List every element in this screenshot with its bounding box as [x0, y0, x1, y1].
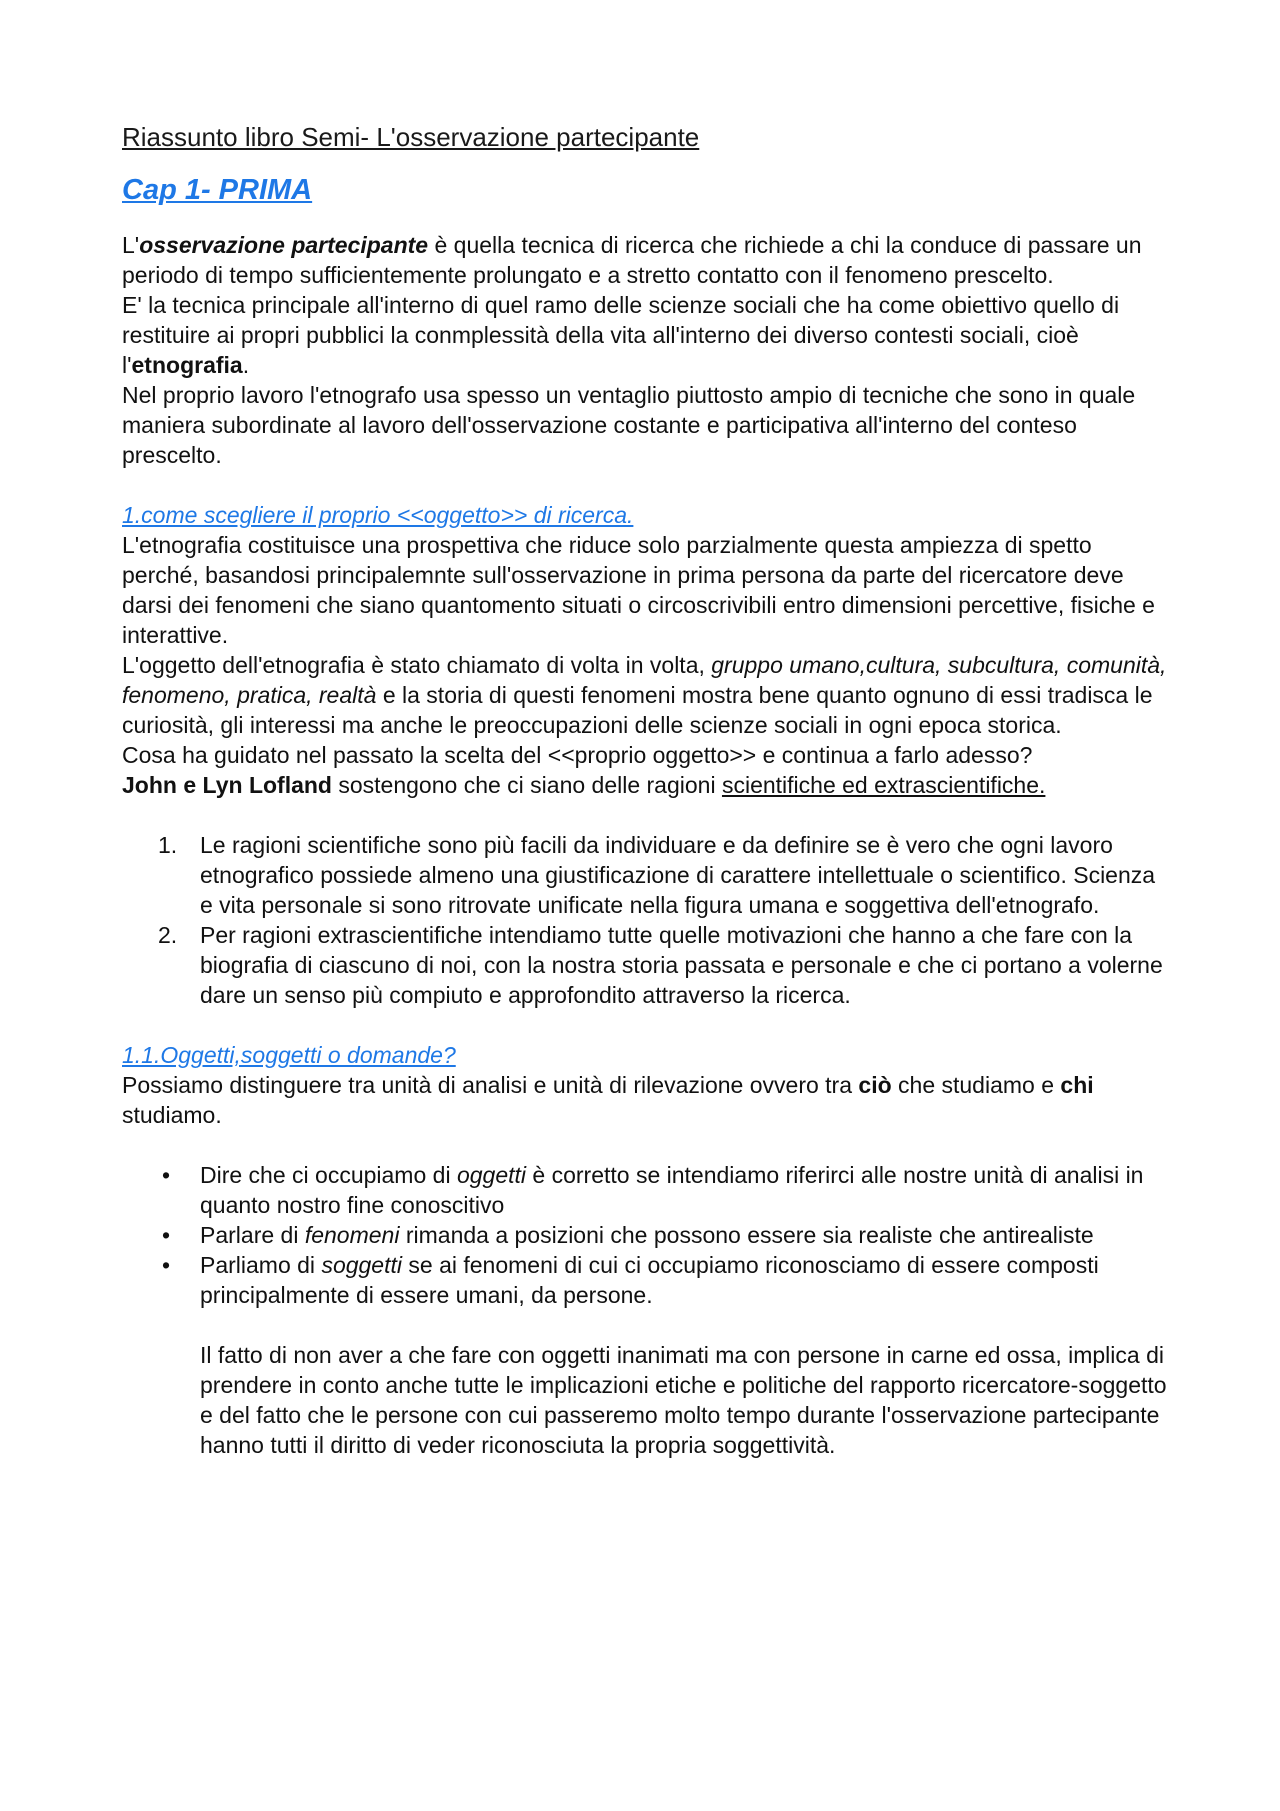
term-etnografia: etnografia [131, 352, 243, 378]
ethnography-objects-terms: gruppo umano,cultura, subcultura, comunità, fenomeno, pratica, realtà [122, 652, 1167, 708]
bullet-icon: • [162, 1162, 171, 1188]
list-item: 1. Le ragioni scientifiche sono più facili da individuare e da definire se è vero che ogni lavoro etnografico possiede almeno una giustificazione di carattere intellettuale o scientifico. Scienza e vita personale si sono ritrovate unificate nella figura umana e soggettiva dell'etnografo. [158, 832, 1156, 918]
section-1-body [122, 530, 1172, 800]
section-1-paragraph-3: Cosa ha guidato nel passato la scelta del <<proprio oggetto>> e continua a farlo adesso? [122, 742, 1033, 768]
section-1-paragraph-4: John e Lyn Lofland sostengono che ci siano delle ragioni scientifiche ed extrascientifiche. [122, 772, 1046, 798]
concepts-bullet-list [122, 1160, 1172, 1310]
intro-paragraph-1: L'osservazione partecipante è quella tecnica di ricerca che richiede a chi la conduce di passare un periodo di tempo sufficientemente prolungato e a stretto contatto con il fenomeno prescelto. [122, 232, 1142, 288]
section-1-1-heading[interactable]: 1.1.Oggetti,soggetti o domande? [122, 1042, 456, 1068]
document-page [122, 120, 1172, 1460]
list-item: • Dire che ci occupiamo di oggetti è corretto se intendiamo riferirci alle nostre unità di analisi in quanto nostro fine conoscitivo [162, 1162, 1144, 1218]
bullet-icon: • [162, 1222, 171, 1248]
chapter-heading[interactable]: Cap 1- PRIMA [122, 174, 313, 206]
section-1-heading[interactable]: 1.come scegliere il proprio <<oggetto>> di ricerca. [122, 502, 634, 528]
intro-block [122, 230, 1172, 470]
intro-paragraph-3: Nel proprio lavoro l'etnografo usa spesso un ventaglio piuttosto ampio di tecniche che sono in quale maniera subordinate al lavoro dell'osservazione costante e participativa all'interno del conteso prescelto. [122, 382, 1136, 468]
list-item: 2. Per ragioni extrascientifiche intendiamo tutte quelle motivazioni che hanno a che fare con la biografia di ciascuno di noi, con la nostra storia passata e personale e che ci portano a volerne dare un senso più compiuto e approfondito attraverso la ricerca. [158, 922, 1163, 1008]
list-number: 1. [158, 832, 178, 858]
term-osservazione-partecipante: osservazione partecipante [139, 232, 429, 258]
closing-paragraph: Il fatto di non aver a che fare con oggetti inanimati ma con persone in carne ed ossa, implica di prendere in conto anche tutte le implicazioni etiche e politiche del rapporto ricercatore-soggetto e del fatto che le persone con cui passeremo molto tempo durante l'osservazione partecipante hanno tutti il diritto di veder riconosciuta la propria soggettività. [200, 1342, 1167, 1458]
list-item: • Parliamo di soggetti se ai fenomeni di cui ci occupiamo riconosciamo di essere composti principalmente di essere umani, da persone. [162, 1252, 1099, 1308]
intro-paragraph-2: E' la tecnica principale all'interno di quel ramo delle scienze sociali che ha come obiettivo quello di restituire ai propri pubblici la conmplessità della vita all'interno dei diverso contesti sociali, cioè l'etnografia. [122, 292, 1120, 378]
list-item: • Parlare di fenomeni rimanda a posizioni che possono essere sia realiste che antirealiste [162, 1222, 1094, 1248]
section-1-paragraph-2: L'oggetto dell'etnografia è stato chiamato di volta in volta, gruppo umano,cultura, subcultura, comunità, fenomeno, pratica, realtà e la storia di questi fenomeni mostra bene quanto ognuno di essi tradisca le curiosità, gli interessi ma anche le preoccupazioni delle scienze sociali in ogni epoca storica. [122, 652, 1167, 738]
document-title: Riassunto libro Semi- L'osservazione partecipante [122, 122, 700, 152]
underlined-reasons: scientifiche ed extrascientifiche. [721, 772, 1046, 798]
list-number: 2. [158, 922, 178, 948]
authors-lofland: John e Lyn Lofland [122, 772, 332, 798]
bullet-icon: • [162, 1252, 171, 1278]
section-1-1-paragraph-1: Possiamo distinguere tra unità di analisi e unità di rilevazione ovvero tra ciò che studiamo e chi studiamo. [122, 1072, 1094, 1128]
section-1-paragraph-1: L'etnografia costituisce una prospettiva che riduce solo parzialmente questa ampiezza di spetto perché, basandosi principalemnte sull'osservazione in prima persona da parte del ricercatore deve darsi dei fenomeni che siano quantomento situati o circoscrivibili entro dimensioni percettive, fisiche e interattive. [122, 532, 1155, 648]
reasons-numbered-list [122, 830, 1172, 1010]
